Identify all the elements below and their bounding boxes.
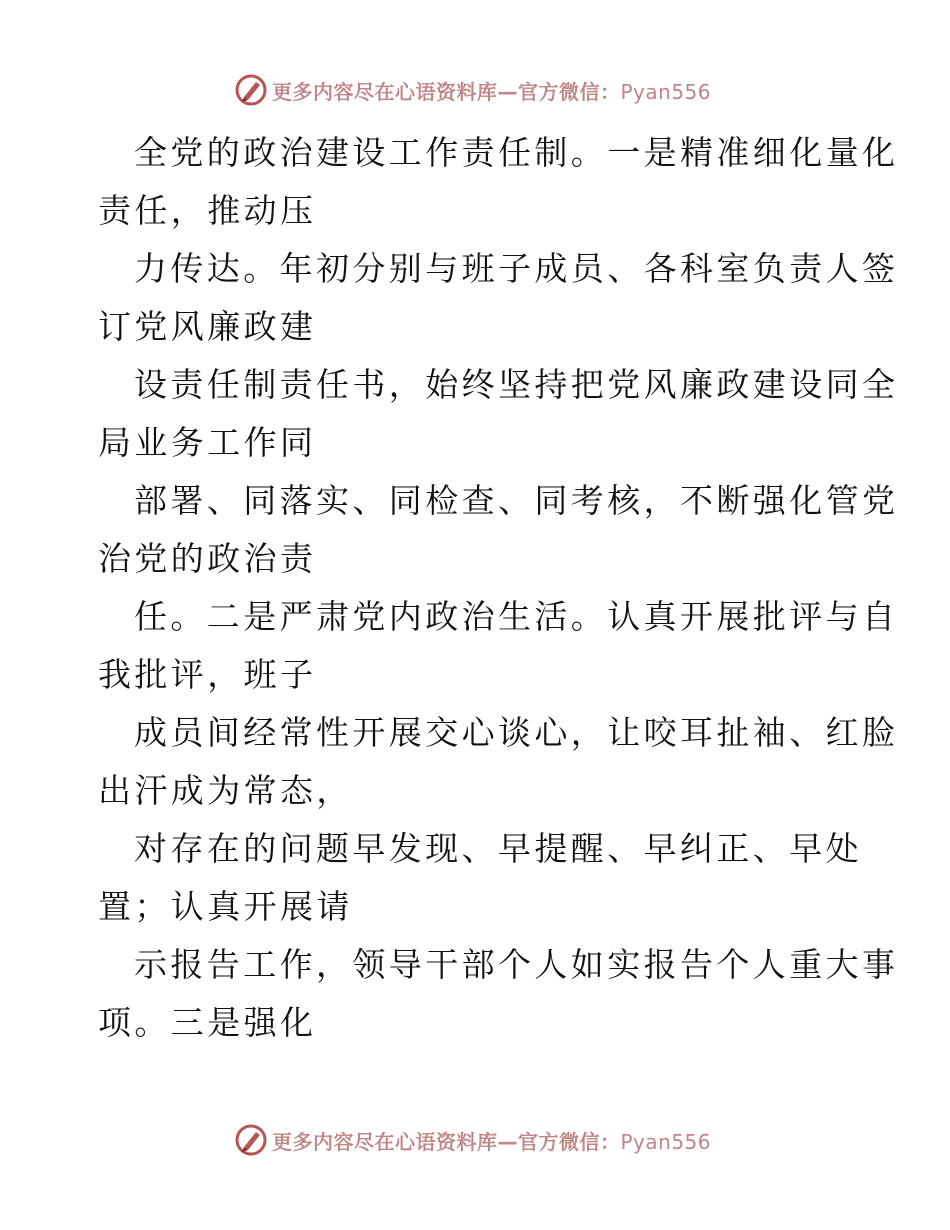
text-line: 力传达。年初分别与班子成员、各科室负责人签 [134, 249, 899, 288]
text-line: 我批评，班子 [98, 655, 317, 694]
watermark-text: 更多内容尽在心语资料库—官方微信：Pyan556 [272, 79, 712, 104]
text-line: 示报告工作，领导干部个人如实报告个人重大事 [134, 945, 899, 984]
text-line: 置；认真开展请 [98, 887, 353, 926]
text-line: 全党的政治建设工作责任制。一是精准细化量化 [134, 133, 899, 172]
text-line: 对存在的问题早发现、早提醒、早纠正、早处 [134, 829, 862, 868]
text-line: 治党的政治责 [98, 539, 317, 578]
text-line: 成员间经常性开展交心谈心，让咬耳扯袖、红脸 [134, 713, 899, 752]
text-line: 部署、同落实、同检查、同考核，不断强化管党 [134, 481, 899, 520]
text-line: 项。三是强化 [98, 1003, 317, 1042]
footer-watermark [234, 1122, 711, 1158]
document-body [98, 124, 899, 1052]
text-line: 局业务工作同 [98, 423, 317, 462]
text-line: 任。二是严肃党内政治生活。认真开展批评与自 [134, 597, 899, 636]
watermark-text: 更多内容尽在心语资料库—官方微信：Pyan556 [272, 1129, 712, 1154]
text-line: 订党风廉政建 [98, 307, 317, 346]
text-line: 责任，推动压 [98, 191, 317, 230]
header-watermark [234, 72, 711, 108]
text-line: 出汗成为常态， [98, 771, 353, 810]
pen-logo-icon [234, 1123, 268, 1157]
pen-logo-icon [234, 73, 268, 107]
text-line: 设责任制责任书，始终坚持把党风廉政建设同全 [134, 365, 899, 404]
